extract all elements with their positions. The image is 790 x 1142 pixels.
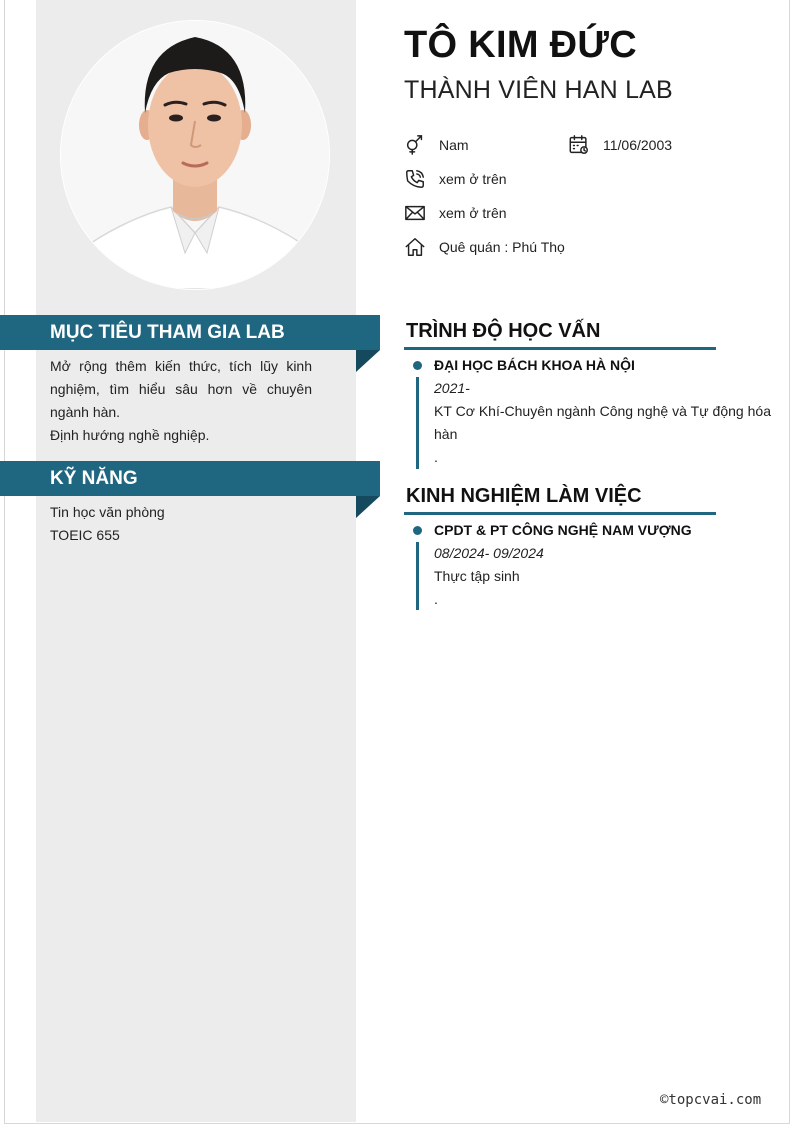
info-hometown [404,236,565,258]
mail-icon [404,202,426,224]
education-heading: TRÌNH ĐỘ HỌC VẤN [406,320,601,342]
skills-list [50,501,312,547]
experience-position: Thực tập sinh [434,568,520,584]
phone-value: xem ở trên [439,171,507,187]
experience-underline [404,512,716,515]
candidate-role: THÀNH VIÊN HAN LAB [404,76,673,104]
experience-timeline-bar [416,542,419,610]
info-email [404,202,507,224]
education-timeline-bar [416,377,419,469]
objective-line: Định hướng nghề nghiệp. [50,427,210,443]
experience-heading: KINH NGHIỆM LÀM VIỆC [406,485,642,507]
phone-icon [404,168,426,190]
gender-icon [404,134,426,156]
footer-credit: ©topcvai.com [660,1092,762,1108]
hometown-value: Quê quán : Phú Thọ [439,239,565,255]
candidate-name: TÔ KIM ĐỨC [404,24,637,66]
experience-note: . [434,591,438,607]
education-note: . [434,449,438,465]
birthdate-value: 11/06/2003 [603,137,673,153]
experience-bullet [413,526,422,535]
objective-heading: MỤC TIÊU THAM GIA LAB [0,315,380,350]
email-value: xem ở trên [439,205,507,221]
avatar-illustration [61,21,329,289]
info-gender [404,134,469,156]
experience-period: 08/2024- 09/2024 [434,545,544,561]
info-phone [404,168,507,190]
gender-value: Nam [439,137,469,153]
skills-heading: KỸ NĂNG [0,461,380,496]
skills-ribbon-fold [356,496,380,518]
education-school: ĐẠI HỌC BÁCH KHOA HÀ NỘI [434,357,635,373]
education-major: KT Cơ Khí-Chuyên ngành Công nghệ và Tự động hóa hàn [434,403,771,442]
education-bullet [413,361,422,370]
home-icon [404,236,426,258]
education-underline [404,347,716,350]
avatar [61,21,329,289]
skill-item: TOEIC 655 [50,527,120,543]
objective-line: Mở rộng thêm kiến thức, tích lũy kinh nghiệm, tìm hiểu sâu hơn về chuyên ngành hàn. [50,358,312,420]
info-birthdate [568,134,672,156]
experience-company: CPDT & PT CÔNG NGHỆ NAM VƯỢNG [434,522,692,538]
objective-ribbon-fold [356,350,380,372]
objective-text [50,355,312,447]
skill-item: Tin học văn phòng [50,504,165,520]
education-period: 2021- [434,380,470,396]
calendar-icon [568,134,590,156]
